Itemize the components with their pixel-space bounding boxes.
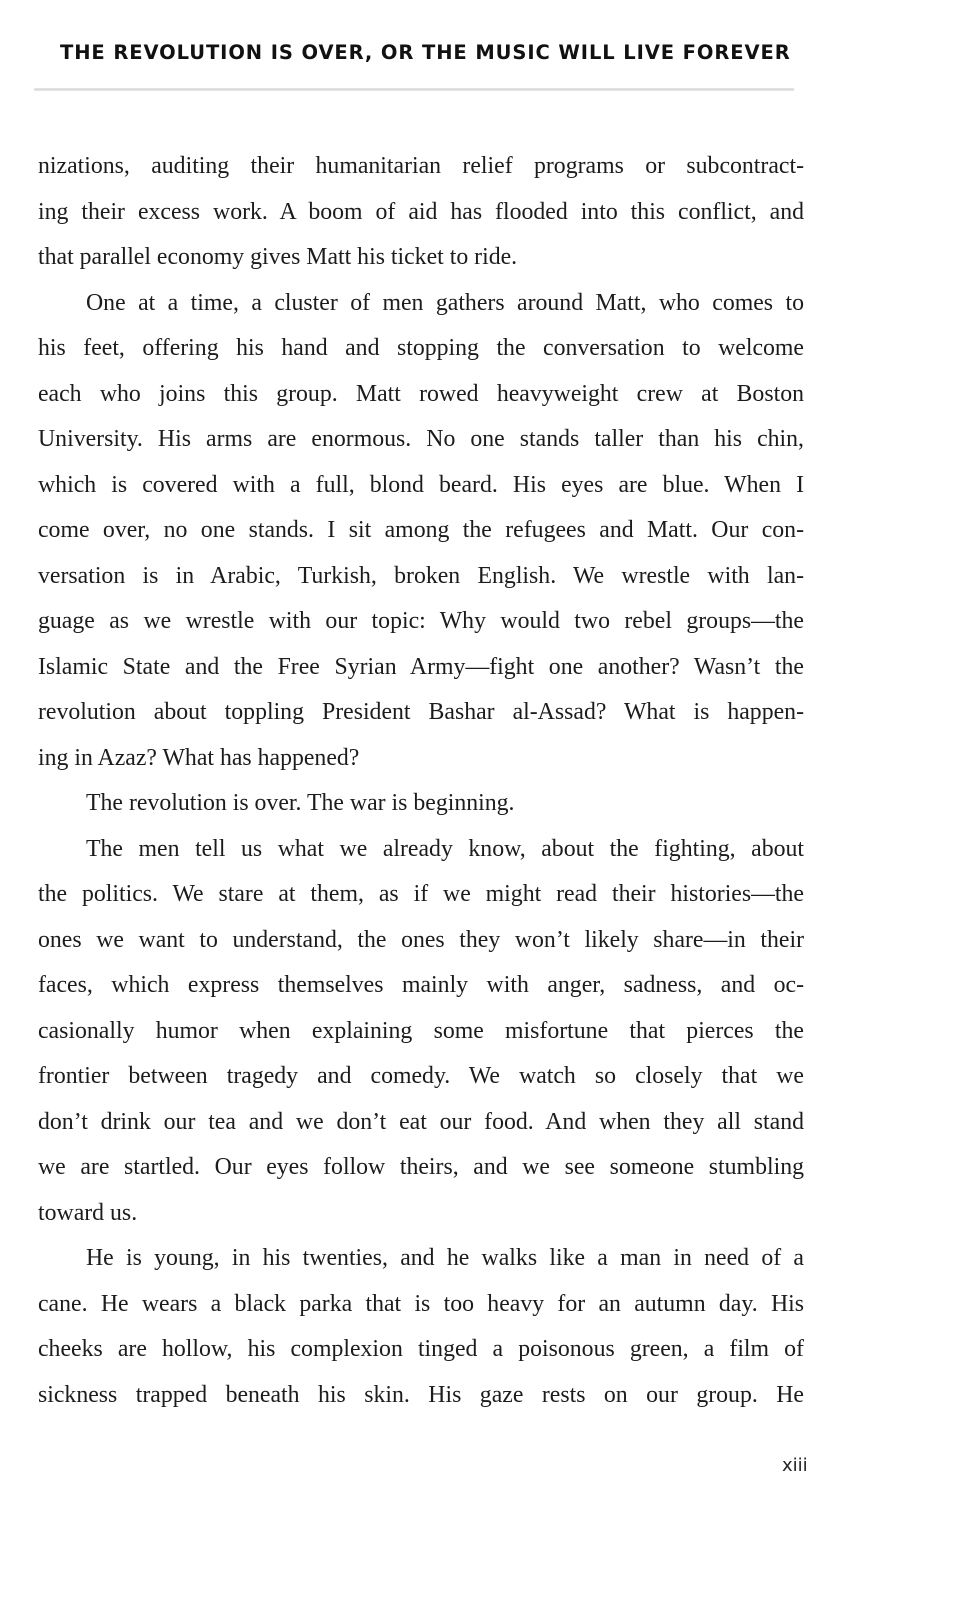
text-line: we are startled. Our eyes follow theirs, and we see someone stumbling bbox=[38, 1154, 804, 1180]
text-line: toward us. bbox=[38, 1199, 138, 1226]
text-line: The revolution is over. The war is beginning. bbox=[86, 790, 515, 816]
text-line: nizations, auditing their humanitarian relief programs or subcontract- bbox=[38, 153, 804, 179]
text-line: guage as we wrestle with our topic: Why would two rebel groups—the bbox=[38, 608, 804, 634]
text-line: revolution about toppling President Bashar al-Assad? What is happen- bbox=[38, 699, 804, 725]
page-number: xiii bbox=[782, 1455, 808, 1476]
text-line: The men tell us what we already know, about the fighting, about bbox=[86, 835, 804, 862]
header-rule bbox=[34, 88, 794, 91]
text-line: each who joins this group. Matt rowed heavyweight crew at Boston bbox=[38, 380, 804, 407]
text-line: frontier between tragedy and comedy. We watch so closely that we bbox=[38, 1063, 804, 1089]
text-line: casionally humor when explaining some misfortune that pierces the bbox=[38, 1017, 804, 1044]
text-line: faces, which express themselves mainly with anger, sadness, and oc- bbox=[38, 972, 804, 998]
text-line: ones we want to understand, the ones they won’t likely share—in their bbox=[38, 926, 804, 953]
text-line: come over, no one stands. I sit among the refugees and Matt. Our con- bbox=[38, 517, 804, 543]
text-line: that parallel economy gives Matt his ticket to ride. bbox=[38, 244, 518, 270]
text-line: ing in Azaz? What has happened? bbox=[38, 744, 360, 771]
text-line: sickness trapped beneath his skin. His gaze rests on our group. He bbox=[38, 1381, 804, 1408]
text-line: his feet, offering his hand and stopping the conversation to welcome bbox=[38, 335, 804, 361]
text-line: versation is in Arabic, Turkish, broken English. We wrestle with lan- bbox=[38, 562, 804, 589]
text-line: ing their excess work. A boom of aid has flooded into this conflict, and bbox=[38, 198, 804, 225]
text-line: One at a time, a cluster of men gathers around Matt, who comes to bbox=[86, 289, 804, 316]
body-text bbox=[38, 144, 804, 1418]
text-line: cane. He wears a black parka that is too heavy for an autumn day. His bbox=[38, 1290, 804, 1317]
text-line: which is covered with a full, blond beard. His eyes are blue. When I bbox=[38, 471, 804, 498]
text-line: don’t drink our tea and we don’t eat our food. And when they all stand bbox=[38, 1108, 804, 1135]
text-line: University. His arms are enormous. No one stands taller than his chin, bbox=[38, 426, 804, 452]
text-line: cheeks are hollow, his complexion tinged a poisonous green, a film of bbox=[38, 1336, 804, 1362]
running-head: THE REVOLUTION IS OVER, OR THE MUSIC WILL LIVE FOREVER bbox=[60, 41, 791, 64]
text-line: the politics. We stare at them, as if we might read their histories—the bbox=[38, 881, 804, 907]
text-line: Islamic State and the Free Syrian Army—fight one another? Wasn’t the bbox=[38, 653, 804, 680]
text-line: He is young, in his twenties, and he walks like a man in need of a bbox=[86, 1245, 804, 1271]
